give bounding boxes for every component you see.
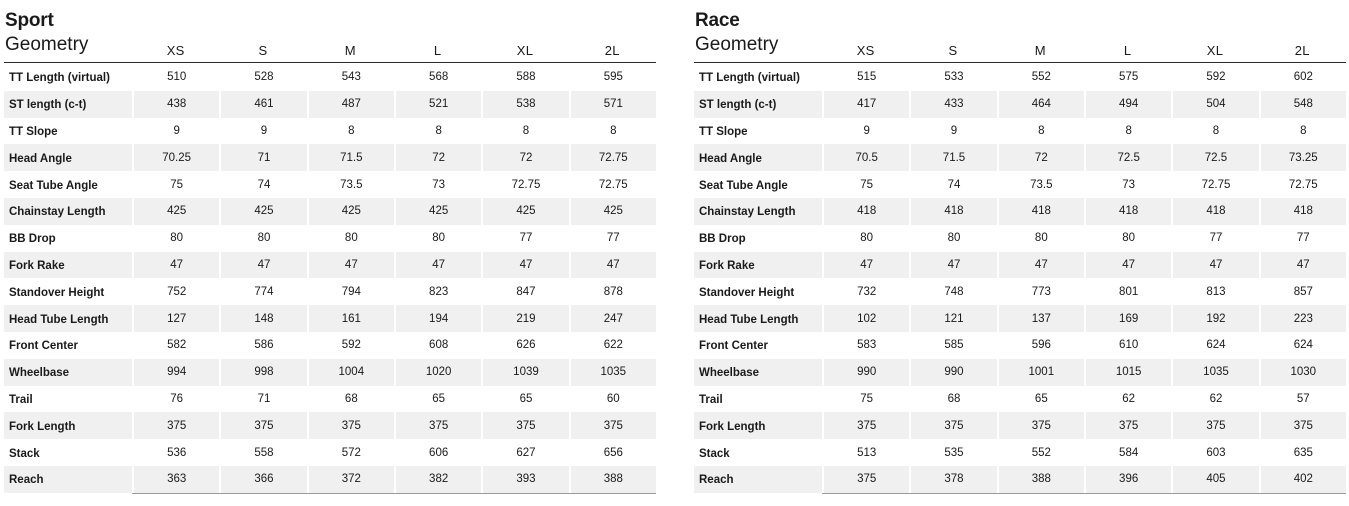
table-cell: 71: [219, 386, 306, 413]
table-cell: 878: [569, 278, 656, 305]
size-header-m: M: [344, 43, 356, 58]
race-title: Race: [695, 10, 740, 31]
table-cell: 1001: [997, 359, 1084, 386]
row-label: ST length (c-t): [694, 91, 822, 118]
table-row: [4, 278, 656, 305]
table-cell: 528: [219, 64, 306, 91]
table-cell: 65: [997, 386, 1084, 413]
table-cell: 418: [997, 198, 1084, 225]
row-label: Wheelbase: [694, 359, 822, 386]
table-cell: 857: [1259, 278, 1346, 305]
table-row: [4, 252, 656, 279]
table-cell: 624: [1259, 332, 1346, 359]
table-cell: 137: [997, 305, 1084, 332]
table-cell: 592: [307, 332, 394, 359]
table-cell: 425: [481, 198, 568, 225]
row-label: Reach: [4, 466, 132, 493]
table-cell: 73.25: [1259, 144, 1346, 171]
table-row: [694, 386, 1346, 413]
table-cell: 584: [1084, 439, 1171, 466]
table-cell: 801: [1084, 278, 1171, 305]
table-cell: 47: [132, 252, 219, 279]
table-cell: 71: [219, 144, 306, 171]
table-cell: 363: [132, 466, 219, 493]
table-cell: 582: [132, 332, 219, 359]
table-cell: 70.25: [132, 144, 219, 171]
table-cell: 77: [1171, 225, 1258, 252]
table-cell: 388: [997, 466, 1084, 493]
table-cell: 80: [307, 225, 394, 252]
table-row: [694, 359, 1346, 386]
row-label: Head Angle: [4, 144, 132, 171]
table-cell: 71.5: [307, 144, 394, 171]
table-cell: 627: [481, 439, 568, 466]
table-cell: 74: [219, 171, 306, 198]
row-label: Chainstay Length: [694, 198, 822, 225]
table-cell: 461: [219, 91, 306, 118]
row-label: Fork Length: [694, 412, 822, 439]
table-cell: 47: [909, 252, 996, 279]
row-label: Trail: [699, 393, 723, 406]
table-cell: 72: [997, 144, 1084, 171]
row-label: Trail: [9, 393, 33, 406]
table-cell: 72.75: [569, 144, 656, 171]
table-cell: 47: [569, 252, 656, 279]
table-cell: 425: [219, 198, 306, 225]
table-row: [4, 332, 656, 359]
table-cell: 72: [481, 144, 568, 171]
table-cell: 521: [394, 91, 481, 118]
table-cell: 9: [909, 118, 996, 145]
table-cell: 72.5: [1084, 144, 1171, 171]
race-size-headers: [822, 43, 1346, 58]
table-cell: 75: [132, 171, 219, 198]
table-cell: 571: [569, 91, 656, 118]
table-cell: 80: [132, 225, 219, 252]
table-cell: 77: [481, 225, 568, 252]
row-label: Fork Rake: [694, 252, 822, 279]
size-header-l: L: [433, 43, 442, 58]
table-cell: 417: [822, 91, 909, 118]
table-cell: 610: [1084, 332, 1171, 359]
table-cell: 8: [1084, 118, 1171, 145]
table-cell: 552: [997, 64, 1084, 91]
table-cell: 622: [569, 332, 656, 359]
table-cell: 418: [909, 198, 996, 225]
table-cell: 794: [307, 278, 394, 305]
table-cell: 62: [1084, 386, 1171, 413]
sport-table-header: [4, 0, 656, 63]
table-cell: 1035: [1171, 359, 1258, 386]
row-label: Chainstay Length: [4, 198, 132, 225]
table-row: [694, 64, 1346, 91]
table-cell: 602: [1259, 64, 1346, 91]
table-cell: 998: [219, 359, 306, 386]
table-cell: 586: [219, 332, 306, 359]
row-label: Reach: [694, 466, 822, 493]
table-cell: 592: [1171, 64, 1258, 91]
table-cell: 596: [997, 332, 1084, 359]
table-cell: 418: [822, 198, 909, 225]
row-label: Standover Height: [699, 286, 795, 299]
table-cell: 990: [909, 359, 996, 386]
table-cell: 425: [132, 198, 219, 225]
sport-title: Sport: [5, 10, 54, 31]
table-cell: 223: [1259, 305, 1346, 332]
table-cell: 73.5: [997, 171, 1084, 198]
table-cell: 510: [132, 64, 219, 91]
table-cell: 402: [1259, 466, 1346, 493]
table-cell: 47: [822, 252, 909, 279]
table-cell: 366: [219, 466, 306, 493]
table-cell: 47: [1171, 252, 1258, 279]
table-cell: 247: [569, 305, 656, 332]
table-row: [4, 171, 656, 198]
table-cell: 1039: [481, 359, 568, 386]
table-cell: 60: [569, 386, 656, 413]
table-cell: 72.75: [1259, 171, 1346, 198]
table-cell: 494: [1084, 91, 1171, 118]
row-label: BB Drop: [699, 233, 746, 246]
table-cell: 73: [394, 171, 481, 198]
table-cell: 75: [822, 386, 909, 413]
table-cell: 375: [307, 412, 394, 439]
table-cell: 77: [569, 225, 656, 252]
table-cell: 568: [394, 64, 481, 91]
table-cell: 388: [569, 466, 656, 493]
table-row: [694, 439, 1346, 466]
table-cell: 65: [481, 386, 568, 413]
table-cell: 375: [997, 412, 1084, 439]
row-label: BB Drop: [9, 233, 56, 246]
table-cell: 464: [997, 91, 1084, 118]
size-header-xs: XS: [856, 43, 875, 58]
table-cell: 1020: [394, 359, 481, 386]
row-label: Standover Height: [9, 286, 105, 299]
table-cell: 732: [822, 278, 909, 305]
table-cell: 626: [481, 332, 568, 359]
sport-table-body: [4, 64, 656, 493]
table-cell: 68: [909, 386, 996, 413]
table-cell: 375: [394, 412, 481, 439]
table-cell: 8: [997, 118, 1084, 145]
table-cell: 80: [909, 225, 996, 252]
row-label: Front Center: [699, 340, 768, 353]
table-cell: 393: [481, 466, 568, 493]
table-cell: 375: [1084, 412, 1171, 439]
table-row: [4, 198, 656, 225]
table-cell: 9: [219, 118, 306, 145]
row-label: Wheelbase: [4, 359, 132, 386]
table-row: [694, 252, 1346, 279]
table-row: [694, 466, 1346, 493]
size-header-s: S: [948, 43, 958, 58]
table-cell: 396: [1084, 466, 1171, 493]
table-cell: 77: [1259, 225, 1346, 252]
table-cell: 47: [481, 252, 568, 279]
table-cell: 1015: [1084, 359, 1171, 386]
table-cell: 72.5: [1171, 144, 1258, 171]
table-cell: 47: [394, 252, 481, 279]
table-cell: 192: [1171, 305, 1258, 332]
table-row: [694, 332, 1346, 359]
size-header-xl: XL: [516, 43, 534, 58]
table-cell: 538: [481, 91, 568, 118]
size-header-2l: 2L: [1294, 43, 1310, 58]
table-cell: 752: [132, 278, 219, 305]
table-cell: 585: [909, 332, 996, 359]
table-cell: 504: [1171, 91, 1258, 118]
table-cell: 47: [1259, 252, 1346, 279]
table-row: [694, 198, 1346, 225]
row-label: Head Tube Length: [694, 305, 822, 332]
table-row: [4, 386, 656, 413]
table-cell: 382: [394, 466, 481, 493]
table-cell: 62: [1171, 386, 1258, 413]
table-cell: 70.5: [822, 144, 909, 171]
table-cell: 513: [822, 439, 909, 466]
race-subtitle: Geometry: [695, 34, 779, 55]
table-row: [4, 91, 656, 118]
table-cell: 375: [1171, 412, 1258, 439]
table-cell: 47: [1084, 252, 1171, 279]
table-cell: 102: [822, 305, 909, 332]
race-table-footer-rule: [822, 493, 1346, 494]
table-cell: 194: [394, 305, 481, 332]
size-header-m: M: [1034, 43, 1046, 58]
table-cell: 219: [481, 305, 568, 332]
table-row: [4, 359, 656, 386]
table-cell: 375: [132, 412, 219, 439]
table-cell: 148: [219, 305, 306, 332]
table-cell: 161: [307, 305, 394, 332]
table-cell: 595: [569, 64, 656, 91]
table-row: [4, 466, 656, 493]
table-cell: 994: [132, 359, 219, 386]
table-cell: 9: [132, 118, 219, 145]
table-cell: 425: [394, 198, 481, 225]
table-cell: 515: [822, 64, 909, 91]
table-cell: 375: [569, 412, 656, 439]
table-cell: 47: [219, 252, 306, 279]
table-row: [694, 144, 1346, 171]
table-cell: 72: [394, 144, 481, 171]
table-row: [694, 171, 1346, 198]
table-cell: 169: [1084, 305, 1171, 332]
table-cell: 847: [481, 278, 568, 305]
table-cell: 372: [307, 466, 394, 493]
table-cell: 47: [997, 252, 1084, 279]
table-cell: 68: [307, 386, 394, 413]
table-cell: 418: [1171, 198, 1258, 225]
table-cell: 57: [1259, 386, 1346, 413]
sport-table-footer-rule: [132, 493, 656, 494]
table-cell: 72.75: [1171, 171, 1258, 198]
row-label: ST length (c-t): [4, 91, 132, 118]
table-cell: 73: [1084, 171, 1171, 198]
table-cell: 418: [1259, 198, 1346, 225]
table-cell: 1030: [1259, 359, 1346, 386]
table-cell: 75: [822, 171, 909, 198]
table-cell: 575: [1084, 64, 1171, 91]
table-row: [4, 439, 656, 466]
size-header-s: S: [258, 43, 268, 58]
table-cell: 375: [822, 466, 909, 493]
race-geometry-table: [694, 0, 1346, 494]
table-row: [694, 91, 1346, 118]
table-cell: 8: [1259, 118, 1346, 145]
table-cell: 1004: [307, 359, 394, 386]
table-cell: 375: [822, 412, 909, 439]
table-cell: 748: [909, 278, 996, 305]
sport-size-headers: [132, 43, 656, 58]
table-row: [4, 118, 656, 145]
table-cell: 990: [822, 359, 909, 386]
table-cell: 127: [132, 305, 219, 332]
table-cell: 72.75: [569, 171, 656, 198]
table-cell: 1035: [569, 359, 656, 386]
table-cell: 425: [569, 198, 656, 225]
table-cell: 588: [481, 64, 568, 91]
table-cell: 375: [219, 412, 306, 439]
row-label: Front Center: [9, 340, 78, 353]
table-row: [694, 412, 1346, 439]
row-label: TT Slope: [699, 125, 748, 138]
row-label: Fork Rake: [4, 252, 132, 279]
table-cell: 72.75: [481, 171, 568, 198]
size-header-xl: XL: [1206, 43, 1224, 58]
size-header-xs: XS: [166, 43, 185, 58]
table-row: [4, 144, 656, 171]
table-cell: 8: [1171, 118, 1258, 145]
table-cell: 80: [1084, 225, 1171, 252]
table-cell: 76: [132, 386, 219, 413]
row-label: TT Slope: [9, 125, 58, 138]
table-cell: 552: [997, 439, 1084, 466]
row-label: Seat Tube Angle: [699, 179, 788, 192]
table-cell: 80: [394, 225, 481, 252]
row-label: Fork Length: [4, 412, 132, 439]
table-cell: 8: [307, 118, 394, 145]
table-cell: 558: [219, 439, 306, 466]
table-row: [694, 305, 1346, 332]
table-cell: 375: [481, 412, 568, 439]
table-cell: 47: [307, 252, 394, 279]
table-cell: 656: [569, 439, 656, 466]
row-label: TT Length (virtual): [9, 72, 110, 85]
row-label: TT Length (virtual): [699, 72, 800, 85]
table-cell: 9: [822, 118, 909, 145]
sport-geometry-table: [4, 0, 656, 494]
table-cell: 73.5: [307, 171, 394, 198]
table-cell: 418: [1084, 198, 1171, 225]
race-table-header: [694, 0, 1346, 63]
table-cell: 603: [1171, 439, 1258, 466]
table-cell: 813: [1171, 278, 1258, 305]
table-cell: 80: [219, 225, 306, 252]
table-row: [694, 118, 1346, 145]
table-cell: 65: [394, 386, 481, 413]
size-header-2l: 2L: [604, 43, 620, 58]
table-cell: 635: [1259, 439, 1346, 466]
table-row: [694, 278, 1346, 305]
table-row: [4, 412, 656, 439]
table-cell: 608: [394, 332, 481, 359]
table-cell: 425: [307, 198, 394, 225]
table-cell: 8: [481, 118, 568, 145]
table-cell: 606: [394, 439, 481, 466]
table-row: [4, 64, 656, 91]
table-cell: 80: [822, 225, 909, 252]
table-row: [4, 305, 656, 332]
table-cell: 823: [394, 278, 481, 305]
row-label: Head Angle: [694, 144, 822, 171]
row-label: Seat Tube Angle: [9, 179, 98, 192]
table-cell: 405: [1171, 466, 1258, 493]
table-row: [694, 225, 1346, 252]
table-cell: 80: [997, 225, 1084, 252]
row-label: Stack: [9, 447, 40, 460]
table-cell: 535: [909, 439, 996, 466]
row-label: Head Tube Length: [4, 305, 132, 332]
table-cell: 378: [909, 466, 996, 493]
table-row: [4, 225, 656, 252]
table-cell: 8: [394, 118, 481, 145]
table-cell: 438: [132, 91, 219, 118]
sport-subtitle: Geometry: [5, 34, 89, 55]
table-cell: 8: [569, 118, 656, 145]
table-cell: 433: [909, 91, 996, 118]
table-cell: 121: [909, 305, 996, 332]
table-cell: 533: [909, 64, 996, 91]
table-cell: 375: [909, 412, 996, 439]
table-cell: 536: [132, 439, 219, 466]
table-cell: 548: [1259, 91, 1346, 118]
table-cell: 71.5: [909, 144, 996, 171]
table-cell: 572: [307, 439, 394, 466]
table-cell: 624: [1171, 332, 1258, 359]
table-cell: 583: [822, 332, 909, 359]
size-header-l: L: [1123, 43, 1132, 58]
table-cell: 74: [909, 171, 996, 198]
table-cell: 773: [997, 278, 1084, 305]
race-table-body: [694, 64, 1346, 493]
table-cell: 375: [1259, 412, 1346, 439]
table-cell: 543: [307, 64, 394, 91]
table-cell: 774: [219, 278, 306, 305]
row-label: Stack: [699, 447, 730, 460]
table-cell: 487: [307, 91, 394, 118]
